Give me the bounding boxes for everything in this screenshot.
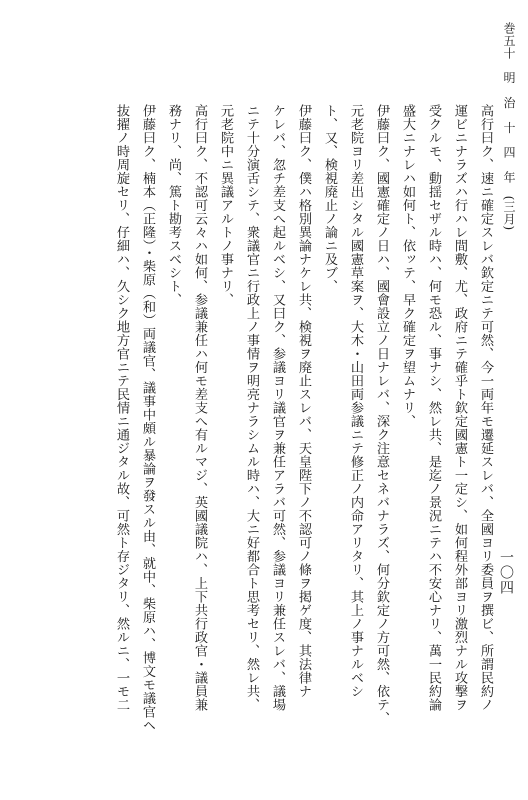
text-column: 伊藤曰ク、楠本（正隆）・柴原（和）両議官、議事中頗ル暴論ヲ發スル由、就中、柴原ハ、博文モ議官ヘ (140, 104, 155, 732)
text-column: 伊藤曰ク、國憲確定ノ日ハ、國會設立ノ日ナレバ、深ク注意セネバナラズ、何分欽定ノ方可然、依テ、 (374, 104, 389, 725)
page-number: 一〇四 (498, 550, 514, 595)
text-column: 運ビニナラズハ行ハレ間敷、尤、政府ニテ確乎ト欽定國憲ト一定シ、如何程外部ヨリ激烈ナル攻撃ヲ (452, 104, 467, 712)
text-column: 受クルモ、動揺セザル時ハ、何モ恐ル、事ナシ、然レ共、是迄ノ景況ニテハ不安心ナリ、萬一民約論 (426, 104, 441, 712)
running-header: 巻五十 明 治 十 四 年 (三月) (502, 22, 516, 231)
text-column: 高行曰ク、不認可云々ハ如何、参議兼任ハ何モ差支へ有ルマジ、英國議院ハ、上下共行政官・議員兼 (192, 104, 207, 712)
text-column: 元老院ヨリ差出シタル國憲草案ヲ、大木・山田両参議ニテ修正ノ内命アリタリ、其上ノ事ナルベシ (348, 104, 363, 698)
text-column: 元老院中ニ異議アルトノ事ナリ、 (218, 104, 233, 307)
body-text (10, 104, 498, 784)
text-column: 務ナリ、尚、篤ト勘考スベシト、 (166, 104, 181, 307)
text-column: 盛大ニナレハ如何ト、依ッテ、早ク確定ヲ望ムナリ、 (400, 104, 415, 428)
text-column: ケレバ、忽チ差支へ起ルベシ、又曰ク、参議ヨリ議官ヲ兼任アラバ可然、参議ヨリ兼任スレバ、議場 (270, 104, 285, 712)
text-column: ニテ十分演舌シテ、衆議官ニ行政上ノ事情ヲ明亮ナラシムル時ハ、大ニ好都合ト思考セリ、然レ共、 (244, 104, 259, 712)
text-column: 抜擢ノ時周旋セリ、仔細ハ、久シク地方官ニテ民情ニ通ジタル故、可然ト存ジタリ、然ルニ、一モ二 (114, 104, 129, 712)
text-column: ト、又、検視廃止ノ論ニ及ブ、 (322, 104, 337, 293)
text-column: 伊藤曰ク、僕ハ格別異論ナケレ共、検視ヲ廃止スレバ、天皇陛下ノ不認可ノ條ヲ掲ゲ度、其法律ナ (296, 104, 311, 698)
text-column: 高行曰ク、速ニ確定スレバ欽定ニテ可然、今一両年モ遷延スレバ、全國ヨリ委員ヲ撰ビ、所謂民約ノ (478, 104, 493, 712)
